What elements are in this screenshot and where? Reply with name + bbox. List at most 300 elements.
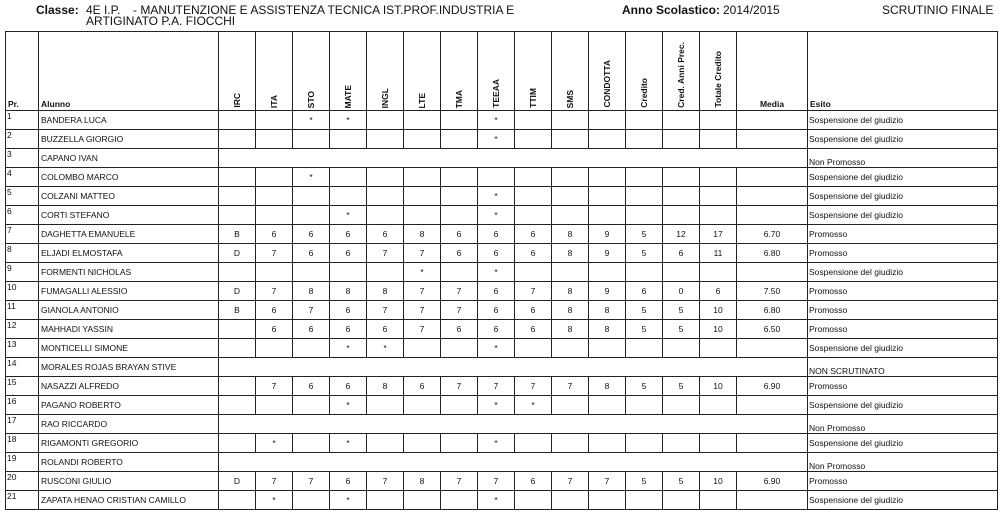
grade-cell	[219, 263, 256, 282]
grade-cell: 8	[552, 320, 589, 339]
row-number: 5	[6, 187, 39, 206]
col-header-subject: INGL	[367, 32, 404, 111]
grade-cell: *	[330, 434, 367, 453]
grade-cell: 5	[663, 472, 700, 491]
grade-cell: 10	[700, 320, 737, 339]
grade-cell	[367, 434, 404, 453]
grade-cell	[552, 206, 589, 225]
table-row	[6, 111, 998, 130]
grade-cell	[256, 187, 293, 206]
grade-cell	[515, 168, 552, 187]
table-row	[6, 149, 998, 168]
esito-cell: Sospensione del giudizio	[808, 396, 998, 415]
grade-cell: 6	[293, 225, 330, 244]
table-row	[6, 377, 998, 396]
grade-cell: 8	[552, 282, 589, 301]
grade-cell	[700, 111, 737, 130]
grade-cell: 8	[404, 225, 441, 244]
esito-cell: Sospensione del giudizio	[808, 168, 998, 187]
row-number: 2	[6, 130, 39, 149]
grade-cell: 5	[663, 301, 700, 320]
grade-cell	[367, 263, 404, 282]
grade-cell	[441, 339, 478, 358]
grade-cell: 7	[404, 282, 441, 301]
grade-cell: 9	[589, 282, 626, 301]
grade-cell: 6	[441, 320, 478, 339]
media-cell: 6.90	[737, 377, 808, 396]
grade-cell: 8	[404, 472, 441, 491]
grade-cell	[219, 206, 256, 225]
grade-cell: *	[330, 111, 367, 130]
row-number: 14	[6, 358, 39, 377]
esito-cell: Promosso	[808, 244, 998, 263]
table-row	[6, 130, 998, 149]
row-number: 16	[6, 396, 39, 415]
grade-cell: 6	[330, 225, 367, 244]
student-name: MONTICELLI SIMONE	[39, 339, 219, 358]
grade-cell: 7	[404, 320, 441, 339]
grade-cell: 7	[589, 472, 626, 491]
grade-cell: *	[293, 111, 330, 130]
grade-cell: 7	[515, 377, 552, 396]
grade-cell: 7	[367, 472, 404, 491]
esito-cell: Sospensione del giudizio	[808, 339, 998, 358]
grade-cell	[626, 130, 663, 149]
grade-cell	[515, 263, 552, 282]
esito-cell: Promosso	[808, 377, 998, 396]
grade-cell	[552, 339, 589, 358]
col-header-subject: IRC	[219, 32, 256, 111]
grade-cell	[700, 168, 737, 187]
grade-cell	[626, 168, 663, 187]
row-number: 3	[6, 149, 39, 168]
grade-cell	[219, 111, 256, 130]
esito-cell: Sospensione del giudizio	[808, 434, 998, 453]
student-name: CORTI STEFANO	[39, 206, 219, 225]
table-row	[6, 453, 998, 472]
media-cell: 6.50	[737, 320, 808, 339]
esito-cell: Promosso	[808, 320, 998, 339]
col-header-subject: MATE	[330, 32, 367, 111]
grade-cell	[589, 168, 626, 187]
grade-cell: 10	[700, 301, 737, 320]
grade-cell	[293, 263, 330, 282]
esito-cell: Promosso	[808, 301, 998, 320]
grade-cell: *	[478, 339, 515, 358]
esito-cell: Promosso	[808, 472, 998, 491]
grade-cell	[700, 339, 737, 358]
grade-cell: 6	[293, 377, 330, 396]
grade-cell: 5	[663, 377, 700, 396]
student-name: ELJADI ELMOSTAFA	[39, 244, 219, 263]
col-header-alunno: Alunno	[39, 32, 219, 111]
grade-cell	[367, 187, 404, 206]
col-header-subject: Credito	[626, 32, 663, 111]
grade-cell	[552, 263, 589, 282]
grade-cell: *	[330, 491, 367, 510]
grade-cell: 7	[404, 301, 441, 320]
grade-cell: 6	[515, 244, 552, 263]
grade-cell	[293, 339, 330, 358]
grade-cell: 5	[626, 320, 663, 339]
grade-cell: 8	[589, 320, 626, 339]
grade-cell	[589, 130, 626, 149]
grade-cell: 7	[256, 282, 293, 301]
grade-cell: 7	[478, 472, 515, 491]
grade-cell: 7	[404, 244, 441, 263]
grade-cell	[515, 187, 552, 206]
grade-cell: 6	[330, 320, 367, 339]
header-row	[6, 32, 998, 111]
grade-cell: 8	[589, 301, 626, 320]
grade-cell: 6	[330, 377, 367, 396]
grade-cell: 6	[293, 320, 330, 339]
row-number: 12	[6, 320, 39, 339]
row-number: 10	[6, 282, 39, 301]
col-header-subject: TTIM	[515, 32, 552, 111]
grade-cell	[552, 168, 589, 187]
grade-cell: 8	[293, 282, 330, 301]
grade-cell	[515, 206, 552, 225]
grade-cell: *	[256, 491, 293, 510]
media-cell	[737, 206, 808, 225]
grade-cell: 7	[256, 472, 293, 491]
empty-grades-cell	[219, 415, 808, 434]
grade-cell	[256, 111, 293, 130]
table-row	[6, 472, 998, 491]
grade-cell: 6	[515, 320, 552, 339]
grade-cell	[700, 491, 737, 510]
grade-cell: 6	[626, 282, 663, 301]
grade-cell	[663, 434, 700, 453]
student-name: FORMENTI NICHOLAS	[39, 263, 219, 282]
esito-cell: Sospensione del giudizio	[808, 111, 998, 130]
media-cell	[737, 339, 808, 358]
student-name: BUZZELLA GIORGIO	[39, 130, 219, 149]
grade-cell	[515, 339, 552, 358]
col-header-esito: Esito	[808, 32, 998, 111]
grade-cell: 6	[330, 301, 367, 320]
school-year-value: 2014/2015	[723, 3, 780, 17]
grade-cell	[663, 168, 700, 187]
grade-cell	[404, 111, 441, 130]
grade-cell: 7	[293, 301, 330, 320]
row-number: 4	[6, 168, 39, 187]
grade-cell	[330, 168, 367, 187]
grade-cell	[256, 206, 293, 225]
grade-cell	[404, 206, 441, 225]
table-row	[6, 263, 998, 282]
grade-cell: 8	[552, 244, 589, 263]
row-number: 17	[6, 415, 39, 434]
grade-cell	[293, 206, 330, 225]
esito-cell: Sospensione del giudizio	[808, 491, 998, 510]
grade-cell: *	[478, 130, 515, 149]
grade-cell: 6	[256, 301, 293, 320]
grade-cell	[626, 396, 663, 415]
grade-cell	[478, 168, 515, 187]
grade-cell: 6	[515, 472, 552, 491]
grade-cell: 6	[700, 282, 737, 301]
grade-cell	[404, 168, 441, 187]
empty-grades-cell	[219, 453, 808, 472]
grade-cell: 6	[515, 225, 552, 244]
grade-cell	[367, 491, 404, 510]
grade-cell: 8	[589, 377, 626, 396]
grade-cell	[700, 206, 737, 225]
student-name: ZAPATA HENAO CRISTIAN CAMILLO	[39, 491, 219, 510]
media-cell: 7.50	[737, 282, 808, 301]
grade-cell: 5	[626, 301, 663, 320]
grade-cell	[367, 130, 404, 149]
student-name: GIANOLA ANTONIO	[39, 301, 219, 320]
grade-cell	[404, 396, 441, 415]
row-number: 21	[6, 491, 39, 510]
grade-cell	[626, 491, 663, 510]
row-number: 15	[6, 377, 39, 396]
grade-cell: 5	[626, 472, 663, 491]
grade-cell: 6	[441, 225, 478, 244]
grade-cell	[404, 434, 441, 453]
student-name: RUSCONI GIULIO	[39, 472, 219, 491]
grade-cell: *	[515, 396, 552, 415]
table-row	[6, 244, 998, 263]
grade-cell: 9	[589, 225, 626, 244]
grade-cell: 6	[478, 282, 515, 301]
grade-cell	[552, 111, 589, 130]
grade-cell	[626, 263, 663, 282]
scrutinio-title: SCRUTINIO FINALE	[882, 3, 994, 17]
col-header-subject: SMS	[552, 32, 589, 111]
media-cell	[737, 130, 808, 149]
student-name: ROLANDI ROBERTO	[39, 453, 219, 472]
grade-cell	[626, 339, 663, 358]
grade-cell	[663, 339, 700, 358]
grade-cell	[515, 130, 552, 149]
grade-cell: 7	[515, 282, 552, 301]
grade-cell: 7	[552, 377, 589, 396]
grade-cell: *	[478, 187, 515, 206]
grade-cell: 7	[256, 377, 293, 396]
grade-cell	[441, 491, 478, 510]
student-name: DAGHETTA EMANUELE	[39, 225, 219, 244]
grade-cell	[404, 491, 441, 510]
table-row	[6, 168, 998, 187]
grade-cell	[256, 168, 293, 187]
grade-cell	[367, 168, 404, 187]
grade-cell: 5	[626, 225, 663, 244]
table-row	[6, 225, 998, 244]
table-row	[6, 282, 998, 301]
grade-cell: 5	[663, 320, 700, 339]
grade-cell	[330, 130, 367, 149]
grade-cell: 7	[552, 472, 589, 491]
grade-cell	[441, 168, 478, 187]
grade-cell: 7	[441, 301, 478, 320]
grade-cell: 6	[367, 225, 404, 244]
table-row	[6, 320, 998, 339]
grade-cell: 6	[478, 320, 515, 339]
grade-cell	[219, 434, 256, 453]
col-header-media: Media	[737, 32, 808, 111]
grade-cell	[663, 111, 700, 130]
grade-cell	[219, 187, 256, 206]
col-header-subject: Cred. Anni Prec.	[663, 32, 700, 111]
grade-cell: B	[219, 301, 256, 320]
grade-cell: 5	[626, 244, 663, 263]
table-row	[6, 301, 998, 320]
esito-cell: Non Promosso	[808, 149, 998, 168]
grade-cell	[589, 491, 626, 510]
esito-cell: NON SCRUTINATO	[808, 358, 998, 377]
grade-cell	[515, 434, 552, 453]
media-cell	[737, 396, 808, 415]
grade-cell: *	[478, 396, 515, 415]
grade-cell: 7	[441, 377, 478, 396]
grade-cell: *	[478, 491, 515, 510]
grade-cell	[589, 263, 626, 282]
student-name: COLZANI MATTEO	[39, 187, 219, 206]
student-name: MORALES ROJAS BRAYAN STIVE	[39, 358, 219, 377]
student-name: MAHHADI YASSIN	[39, 320, 219, 339]
grade-cell	[441, 206, 478, 225]
grade-cell	[663, 130, 700, 149]
grade-cell: 6	[478, 301, 515, 320]
grade-cell: 9	[589, 244, 626, 263]
table-row	[6, 358, 998, 377]
grade-cell	[663, 187, 700, 206]
grade-cell	[700, 187, 737, 206]
grade-cell: *	[293, 168, 330, 187]
grade-cell: 6	[663, 244, 700, 263]
esito-cell: Sospensione del giudizio	[808, 130, 998, 149]
grade-cell: *	[478, 263, 515, 282]
grade-cell	[700, 434, 737, 453]
media-cell	[737, 168, 808, 187]
grade-cell: 6	[515, 301, 552, 320]
student-name: CAPANO IVAN	[39, 149, 219, 168]
grade-cell: 10	[700, 377, 737, 396]
grade-cell	[404, 339, 441, 358]
col-header-subject: LTE	[404, 32, 441, 111]
grade-cell: *	[330, 206, 367, 225]
grade-cell	[404, 130, 441, 149]
col-header-subject: STO	[293, 32, 330, 111]
esito-cell: Sospensione del giudizio	[808, 206, 998, 225]
grade-cell	[219, 168, 256, 187]
grade-cell	[626, 111, 663, 130]
grade-cell: 10	[700, 472, 737, 491]
student-name: PAGANO ROBERTO	[39, 396, 219, 415]
grade-cell	[367, 396, 404, 415]
grade-cell	[330, 263, 367, 282]
grade-cell	[626, 206, 663, 225]
grade-cell	[293, 187, 330, 206]
grade-cell	[552, 434, 589, 453]
empty-grades-cell	[219, 149, 808, 168]
grade-cell	[256, 396, 293, 415]
class-description-line1: - MANUTENZIONE E ASSISTENZA TECNICA IST.PROF.INDUSTRIA E	[133, 3, 515, 17]
grade-cell	[700, 130, 737, 149]
grade-cell: 7	[441, 472, 478, 491]
grade-cell	[441, 396, 478, 415]
grade-cell	[219, 396, 256, 415]
col-header-pr: Pr.	[6, 32, 39, 111]
grade-cell	[515, 111, 552, 130]
student-name: BANDERA LUCA	[39, 111, 219, 130]
grade-cell: 8	[552, 225, 589, 244]
grade-cell: *	[256, 434, 293, 453]
media-cell: 6.90	[737, 472, 808, 491]
media-cell: 6.80	[737, 301, 808, 320]
grade-cell	[626, 187, 663, 206]
col-header-subject: CONDOTTA	[589, 32, 626, 111]
grade-cell	[219, 491, 256, 510]
student-name: COLOMBO MARCO	[39, 168, 219, 187]
media-cell	[737, 434, 808, 453]
row-number: 18	[6, 434, 39, 453]
esito-cell: Promosso	[808, 225, 998, 244]
grade-cell	[589, 206, 626, 225]
student-name: NASAZZI ALFREDO	[39, 377, 219, 396]
media-cell	[737, 187, 808, 206]
grade-cell: 6	[478, 244, 515, 263]
grade-cell	[219, 320, 256, 339]
grades-table	[5, 31, 998, 510]
grade-cell	[293, 491, 330, 510]
grade-cell: 7	[293, 472, 330, 491]
grade-cell: *	[330, 339, 367, 358]
row-number: 9	[6, 263, 39, 282]
grade-cell	[256, 130, 293, 149]
student-name: RIGAMONTI GREGORIO	[39, 434, 219, 453]
grade-cell	[626, 434, 663, 453]
media-cell	[737, 491, 808, 510]
row-number: 1	[6, 111, 39, 130]
table-row	[6, 434, 998, 453]
class-description-line2: ARTIGINATO P.A. FIOCCHI	[86, 14, 236, 28]
col-header-subject: TMA	[441, 32, 478, 111]
grade-cell: 8	[552, 301, 589, 320]
grade-cell: B	[219, 225, 256, 244]
grade-cell: D	[219, 244, 256, 263]
table-row	[6, 206, 998, 225]
media-cell	[737, 263, 808, 282]
grade-cell: 6	[256, 225, 293, 244]
grade-cell	[441, 187, 478, 206]
empty-grades-cell	[219, 358, 808, 377]
grade-cell	[256, 263, 293, 282]
grade-cell: *	[478, 206, 515, 225]
grade-cell: 6	[256, 320, 293, 339]
grade-cell: 6	[293, 244, 330, 263]
row-number: 13	[6, 339, 39, 358]
grade-cell	[441, 111, 478, 130]
grade-cell: 6	[441, 244, 478, 263]
media-cell	[737, 111, 808, 130]
grade-cell: 8	[367, 282, 404, 301]
grade-cell	[441, 434, 478, 453]
row-number: 6	[6, 206, 39, 225]
grade-cell	[293, 434, 330, 453]
table-row	[6, 339, 998, 358]
grade-cell: *	[330, 396, 367, 415]
esito-cell: Non Promosso	[808, 453, 998, 472]
grade-cell	[589, 396, 626, 415]
school-year-label: Anno Scolastico:	[622, 3, 721, 17]
grade-cell: 8	[367, 377, 404, 396]
grade-cell: *	[367, 339, 404, 358]
